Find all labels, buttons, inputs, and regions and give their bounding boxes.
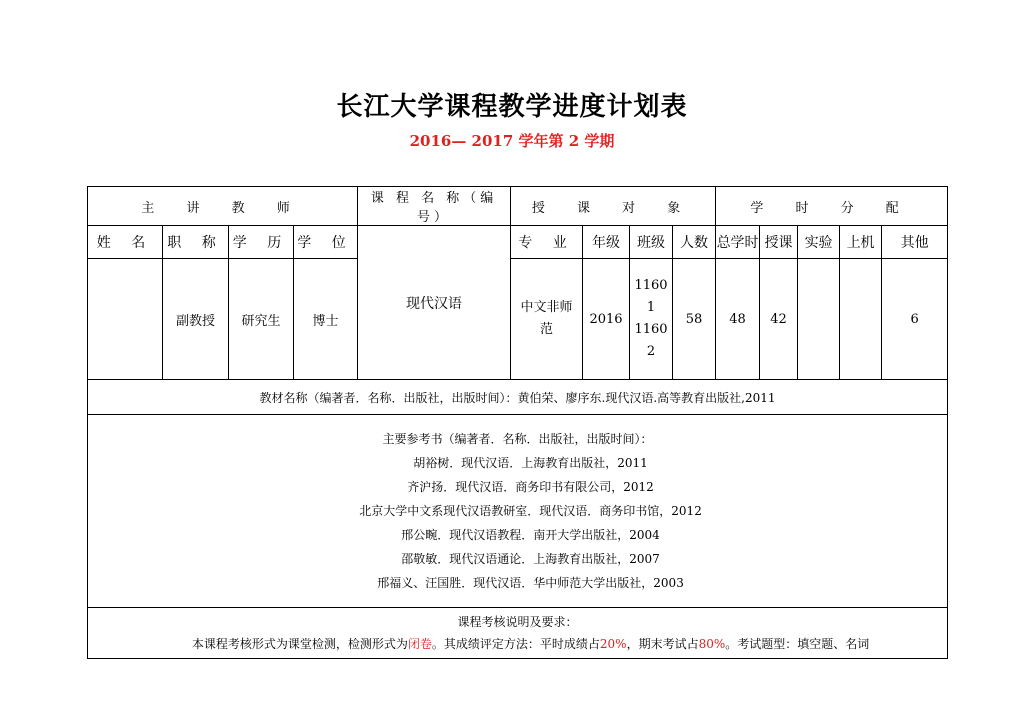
total-hours-value: 48 [716, 259, 760, 380]
reference-item: 邵敬敏．现代汉语通论．上海教育出版社，2007 [401, 552, 660, 566]
exam-text: 。其成绩评定方法：平时成绩占 [431, 637, 600, 651]
exam-description [88, 633, 947, 655]
textbook-row [88, 380, 948, 415]
education-header: 学 历 [229, 226, 294, 259]
degree-header: 学 位 [294, 226, 358, 259]
grade-value: 2016 [583, 259, 630, 380]
data-row [88, 259, 948, 380]
major-line-1: 中文非师 [520, 300, 573, 315]
computer-hours-value [840, 259, 882, 380]
reference-item: 齐沪扬．现代汉语．商务印书有限公司，2012 [407, 480, 654, 494]
other-hours-header: 其他 [882, 226, 948, 259]
semester-subtitle: 2016— 2017 学年第 2 学期 [409, 132, 615, 150]
references-cell [88, 415, 948, 608]
textbook-text: 教材名称（编著者．名称．出版社，出版时间）：黄伯荣、廖序东.现代汉语.高等教育出版社,2011 [88, 380, 948, 415]
name-value [88, 259, 163, 380]
grade-header: 年级 [583, 226, 630, 259]
reference-item: 邢公畹．现代汉语教程．南开大学出版社，2004 [401, 528, 660, 542]
header-row-2 [88, 226, 948, 259]
major-line-2: 范 [540, 322, 554, 337]
reference-item: 胡裕树．现代汉语．上海教育出版社，2011 [413, 456, 648, 470]
count-value: 58 [673, 259, 716, 380]
lab-hours-header: 实验 [798, 226, 840, 259]
class-line: 1 [646, 300, 656, 315]
computer-hours-header: 上机 [840, 226, 882, 259]
title-header: 职 称 [163, 226, 229, 259]
closed-book-text: 闭卷 [407, 637, 432, 651]
title-value: 副教授 [163, 259, 229, 380]
lecture-hours-header: 授课 [760, 226, 798, 259]
class-header: 班级 [630, 226, 673, 259]
reference-item: 北京大学中文系现代汉语教研室．现代汉语．商务印书馆，2012 [359, 504, 702, 518]
education-value: 研究生 [229, 259, 294, 380]
degree-value: 博士 [294, 259, 358, 380]
page-title: 长江大学课程教学进度计划表 [336, 92, 688, 122]
class-line: 1160 [634, 278, 668, 293]
course-name-cell: 现代汉语 [358, 226, 511, 380]
exam-row [88, 608, 948, 659]
class-line: 1160 [634, 322, 668, 337]
exam-text: ，期末考试占 [626, 637, 699, 651]
exam-text: 。考试题型：填空题、名词 [725, 637, 870, 651]
course-header: 课 程 名 称（编号） [358, 187, 511, 226]
final-score-pct: 80% [698, 637, 726, 651]
exam-label: 课程考核说明及要求： [457, 615, 578, 629]
audience-header: 授 课 对 象 [511, 187, 716, 226]
class-value [630, 259, 673, 380]
reference-item: 邢福义、汪国胜．现代汉语．华中师范大学出版社，2003 [377, 576, 684, 590]
header-row-1 [88, 187, 948, 226]
exam-cell [88, 608, 948, 659]
lecturer-header: 主 讲 教 师 [88, 187, 358, 226]
major-header: 专 业 [511, 226, 583, 259]
other-hours-value: 6 [882, 259, 948, 380]
lecture-hours-value: 42 [760, 259, 798, 380]
lab-hours-value [798, 259, 840, 380]
name-header: 姓 名 [88, 226, 163, 259]
count-header: 人数 [673, 226, 716, 259]
references-row [88, 415, 948, 608]
total-hours-header: 总学时 [716, 226, 760, 259]
major-value [511, 259, 583, 380]
exam-text: 本课程考核形式为课堂检测，检测形式为 [191, 637, 408, 651]
schedule-table [87, 186, 948, 659]
references-label: 主要参考书（编著者．名称．出版社，出版时间）： [382, 432, 653, 446]
usual-score-pct: 20% [599, 637, 627, 651]
class-line: 2 [646, 344, 656, 359]
hours-header: 学 时 分 配 [716, 187, 948, 226]
